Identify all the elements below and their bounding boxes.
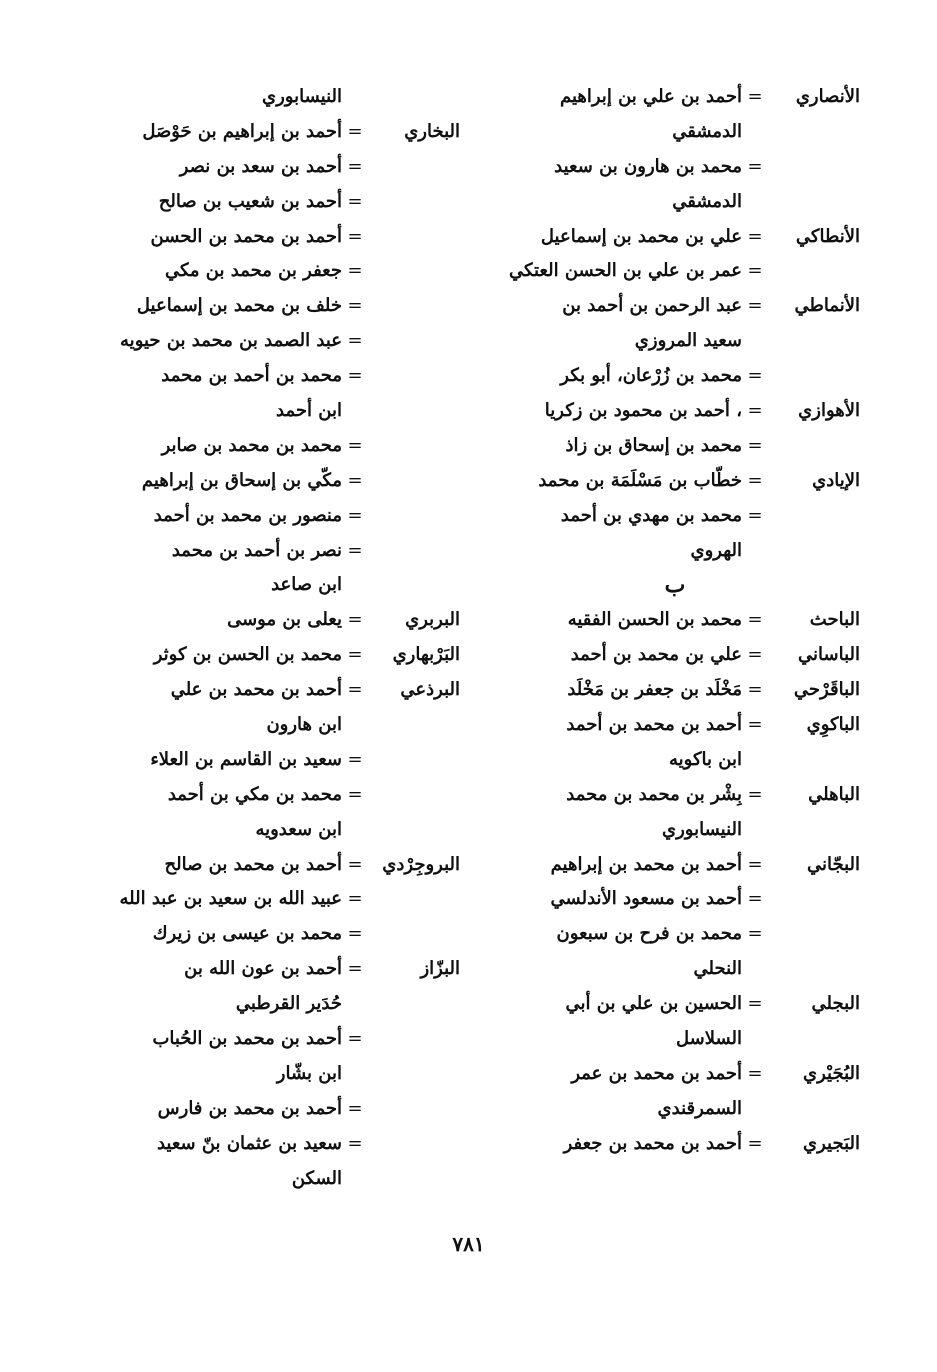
equals-sign: =: [347, 1028, 363, 1050]
person-name: محمد بن الحسن الفقيه: [567, 609, 742, 631]
index-entry: [95, 464, 460, 499]
person-name: بِشْر بن محمد بن محمد: [566, 783, 742, 805]
nisba-label: الأنطاكي: [795, 225, 860, 247]
person-name: الدمشقي: [672, 120, 742, 142]
index-entry: [490, 115, 860, 150]
index-entry: [95, 743, 460, 778]
equals-sign: =: [747, 155, 763, 177]
index-entry: [490, 1022, 860, 1057]
person-name: محمد بن إسحاق بن زاذ: [565, 434, 742, 456]
nisba-label: الباساني: [798, 644, 860, 666]
equals-sign: =: [747, 86, 763, 107]
nisba-label: البَجيري: [803, 1132, 860, 1154]
person-name: أحمد بن محمد بن الحُباب: [152, 1028, 342, 1050]
index-entry: [490, 289, 860, 324]
person-name: محمد بن مهدي بن أحمد: [560, 504, 742, 526]
person-name: خطّاب بن مَسْلَمَة بن محمد: [538, 469, 742, 491]
equals-sign: =: [747, 1062, 763, 1084]
index-entry: [490, 987, 860, 1022]
equals-sign: =: [347, 783, 363, 805]
index-entry: [95, 394, 460, 429]
index-entry: [95, 499, 460, 534]
equals-sign: =: [347, 365, 363, 387]
index-entry: [95, 1022, 460, 1057]
index-entry: [490, 673, 860, 708]
index-entry: [95, 603, 460, 638]
nisba-label: البربري: [405, 609, 460, 631]
nisba-label: الأنصاري: [795, 86, 860, 107]
index-entry: [95, 1127, 460, 1162]
person-name: نصر بن أحمد بن محمد: [171, 539, 342, 561]
person-name: أحمد بن محمد بن جعفر: [563, 1132, 742, 1154]
person-name: محمد بن أحمد بن محمد: [161, 365, 342, 387]
equals-sign: =: [347, 155, 363, 177]
person-name: عمر بن علي بن الحسن العتكي: [509, 260, 742, 282]
person-name: أحمد بن محمد بن علي: [170, 679, 342, 701]
index-entry: [490, 80, 860, 115]
nisba-label: البرذعي: [400, 679, 460, 701]
equals-sign: =: [347, 539, 363, 561]
index-entry: [95, 882, 460, 917]
index-entry: [95, 324, 460, 359]
index-entry: [95, 220, 460, 255]
nisba-label: الباكوِي: [806, 714, 860, 736]
index-entry: [490, 220, 860, 255]
index-entry: [490, 324, 860, 359]
index-entry: [490, 1057, 860, 1092]
nisba-label: البجلي: [811, 993, 860, 1015]
person-name: ابن باكويه: [668, 748, 742, 770]
equals-sign: =: [347, 120, 363, 142]
index-entry: [95, 813, 460, 848]
person-name: محمد بن زُرْعان، أبو بكر: [560, 365, 742, 387]
person-name: ابن بشّار: [276, 1062, 342, 1084]
equals-sign: =: [747, 504, 763, 526]
nisba-label: الأهوازي: [798, 400, 860, 422]
right-column: [490, 80, 860, 1230]
person-name: حُدَير القرطبي: [235, 993, 342, 1015]
person-name: ابن أحمد: [276, 400, 342, 422]
index-entry: [95, 115, 460, 150]
person-name: محمد بن مكي بن أحمد: [167, 783, 342, 805]
equals-sign: =: [347, 330, 363, 352]
equals-sign: =: [747, 400, 763, 422]
equals-sign: =: [747, 434, 763, 456]
nisba-label: البخاري: [404, 120, 460, 142]
index-entry: [490, 778, 860, 813]
equals-sign: =: [347, 923, 363, 945]
index-entry: [95, 185, 460, 220]
equals-sign: =: [347, 958, 363, 980]
equals-sign: =: [747, 260, 763, 282]
person-name: يعلى بن موسى: [227, 609, 342, 631]
index-entry: [95, 848, 460, 883]
person-name: السكن: [291, 1167, 342, 1189]
index-entry: [490, 394, 860, 429]
person-name: أحمد بن محمد بن أحمد: [566, 714, 742, 736]
nisba-label: البجّاني: [806, 853, 860, 875]
person-name: ، أحمد بن محمود بن زكريا: [544, 400, 742, 422]
person-name: عبد الصمد بن محمد بن حيويه: [120, 330, 342, 352]
index-entry: [490, 848, 860, 883]
index-entry: [95, 952, 460, 987]
person-name: ابن هارون: [266, 714, 342, 736]
person-name: أحمد بن سعد بن نصر: [179, 155, 342, 177]
equals-sign: =: [347, 748, 363, 770]
person-name: السلاسل: [676, 1028, 742, 1050]
person-name: أحمد بن عون الله بن: [184, 958, 342, 980]
equals-sign: =: [347, 679, 363, 701]
person-name: سعيد بن القاسم بن العلاء: [150, 748, 342, 770]
person-name: النحلي: [693, 958, 742, 980]
person-name: أحمد بن علي بن إبراهيم: [559, 86, 742, 107]
index-entry: [490, 150, 860, 185]
index-entry: [95, 638, 460, 673]
equals-sign: =: [747, 609, 763, 631]
index-entry: [95, 708, 460, 743]
equals-sign: =: [747, 714, 763, 736]
index-entry: [490, 534, 860, 569]
nisba-label: الأنماطي: [794, 295, 860, 317]
equals-sign: =: [347, 1132, 363, 1154]
index-entry: [490, 603, 860, 638]
index-entry: [95, 1057, 460, 1092]
index-entry: [490, 1127, 860, 1162]
index-entry: [95, 568, 460, 603]
person-name: الهروي: [690, 539, 742, 561]
equals-sign: =: [747, 993, 763, 1015]
index-entry: [490, 359, 860, 394]
index-entry: [95, 778, 460, 813]
person-name: ابن صاعد: [271, 574, 342, 596]
index-entry: [490, 429, 860, 464]
person-name: مَخْلَد بن جعفر بن مَخْلَد: [567, 679, 742, 701]
equals-sign: =: [747, 365, 763, 387]
person-name: محمد بن محمد بن صابر: [161, 434, 342, 456]
equals-sign: =: [747, 644, 763, 666]
equals-sign: =: [347, 888, 363, 910]
equals-sign: =: [347, 1097, 363, 1119]
equals-sign: =: [347, 609, 363, 631]
equals-sign: =: [747, 1132, 763, 1154]
nisba-label: البَرْبهاري: [392, 644, 460, 666]
nisba-label: الباحث: [809, 609, 860, 631]
left-column: [95, 80, 460, 1230]
person-name: عبيد الله بن سعيد بن عبد الله: [119, 888, 342, 910]
person-name: سعيد المروزي: [634, 330, 742, 352]
equals-sign: =: [747, 469, 763, 491]
equals-sign: =: [747, 888, 763, 910]
index-entry: [95, 673, 460, 708]
index-entry: [95, 917, 460, 952]
person-name: خلف بن محمد بن إسماعيل: [136, 295, 342, 317]
index-entry: [490, 917, 860, 952]
person-name: النيسابوري: [662, 818, 742, 840]
person-name: محمد بن الحسن بن كوثر: [153, 644, 342, 666]
person-name: أحمد بن محمد بن فارس: [157, 1097, 342, 1119]
index-entry: [95, 429, 460, 464]
person-name: محمد بن عيسى بن زيرك: [152, 923, 342, 945]
index-entry: [490, 499, 860, 534]
nisba-label: الباهلي: [808, 783, 860, 805]
person-name: أحمد بن مسعود الأندلسي: [550, 888, 742, 910]
index-entry: [95, 1162, 460, 1197]
person-name: أحمد بن محمد بن الحسن: [150, 225, 342, 247]
person-name: جعفر بن محمد بن مكي: [164, 260, 342, 282]
person-name: محمد بن فرح بن سبعون: [556, 923, 742, 945]
person-name: السمرقندي: [657, 1097, 742, 1119]
equals-sign: =: [347, 853, 363, 875]
person-name: أحمد بن محمد بن عمر: [571, 1062, 742, 1084]
equals-sign: =: [347, 260, 363, 282]
index-entry: [95, 150, 460, 185]
equals-sign: =: [347, 644, 363, 666]
equals-sign: =: [347, 190, 363, 212]
index-entry: [490, 254, 860, 289]
person-name: أحمد بن محمد بن صالح: [164, 853, 342, 875]
index-entry: [95, 289, 460, 324]
equals-sign: =: [747, 225, 763, 247]
person-name: أحمد بن محمد بن إبراهيم: [550, 853, 742, 875]
index-entry: [95, 1092, 460, 1127]
equals-sign: =: [747, 679, 763, 701]
index-entry: [490, 882, 860, 917]
nisba-label: البروجِرْدي: [382, 853, 460, 875]
nisba-label: البُجَيْري: [803, 1062, 860, 1084]
nisba-label: الإيادي: [812, 469, 860, 491]
equals-sign: =: [747, 923, 763, 945]
index-entry: [490, 813, 860, 848]
person-name: مكّي بن إسحاق بن إبراهيم: [141, 469, 342, 491]
equals-sign: =: [747, 853, 763, 875]
person-name: الحسين بن علي بن أبي: [565, 993, 742, 1015]
person-name: أحمد بن شعيب بن صالح: [158, 190, 342, 212]
equals-sign: =: [347, 295, 363, 317]
index-entry: [490, 185, 860, 220]
person-name: ابن سعدويه: [255, 818, 342, 840]
equals-sign: =: [347, 434, 363, 456]
index-entry: [490, 708, 860, 743]
index-entry: [490, 464, 860, 499]
index-entry: [95, 534, 460, 569]
person-name: عبد الرحمن بن أحمد بن: [562, 295, 742, 317]
person-name: النيسابوري: [262, 86, 342, 107]
index-entry: [490, 1092, 860, 1127]
person-name: منصور بن محمد بن أحمد: [153, 504, 342, 526]
person-name: سعيد بن عثمان بنّ سعيد: [156, 1132, 342, 1154]
person-name: أحمد بن إبراهيم بن حَوْصَل: [142, 120, 342, 142]
section-letter: [490, 568, 860, 603]
index-entry: [95, 987, 460, 1022]
section-letter-label: ب: [664, 572, 686, 599]
nisba-label: الباقَرْحي: [793, 679, 860, 701]
index-entry: [95, 359, 460, 394]
index-entry: [95, 254, 460, 289]
page-number: ٧٨١: [452, 1232, 485, 1256]
equals-sign: =: [347, 504, 363, 526]
person-name: محمد بن هارون بن سعيد: [554, 155, 742, 177]
nisba-label: البزّاز: [420, 958, 460, 980]
equals-sign: =: [347, 469, 363, 491]
index-entry: [490, 638, 860, 673]
person-name: الدمشقي: [672, 190, 742, 212]
index-entry: [490, 952, 860, 987]
index-entry: [95, 80, 460, 115]
equals-sign: =: [747, 295, 763, 317]
index-entry: [490, 743, 860, 778]
equals-sign: =: [747, 783, 763, 805]
equals-sign: =: [347, 225, 363, 247]
person-name: علي بن محمد بن إسماعيل: [540, 225, 742, 247]
person-name: علي بن محمد بن أحمد: [570, 644, 742, 666]
